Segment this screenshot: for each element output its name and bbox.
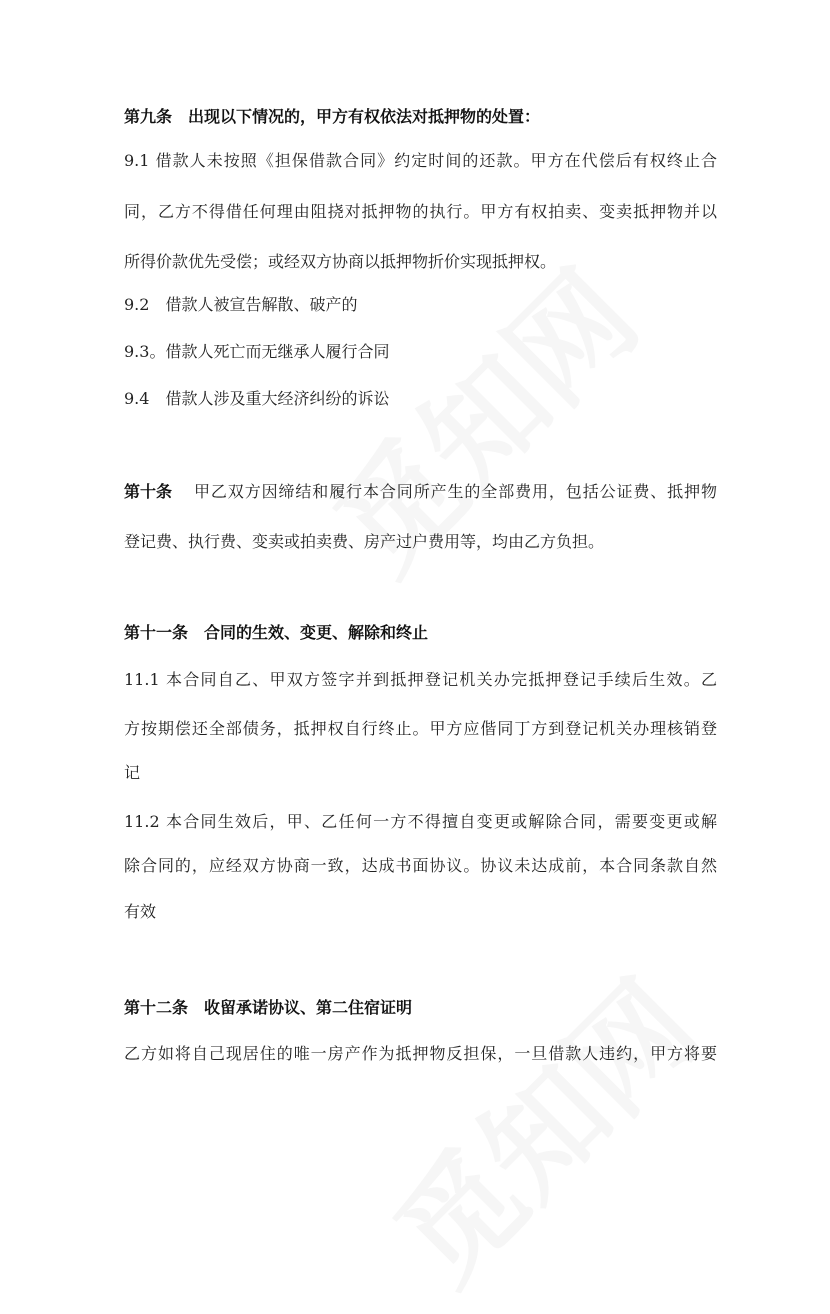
clause-9-3: 9.3。借款人死亡而无继承人履行合同	[124, 342, 390, 361]
clause-9-1-line: 所得价款优先受偿；或经双方协商以抵押物折价实现抵押权。	[124, 252, 557, 271]
clause-9-4: 9.4 借款人涉及重大经济纠纷的诉讼	[124, 389, 390, 408]
watermark	[352, 938, 728, 1314]
clause-9-1-line: 9.1 借款人未按照《担保借款合同》约定时间的还款。甲方在代偿后有权终止合	[124, 151, 717, 170]
article-10-text: 甲乙双方因缔结和履行本合同所产生的全部费用，包括公证费、抵押物	[194, 482, 717, 501]
article-12-heading: 第十二条 收留承诺协议、第二住宿证明	[124, 998, 413, 1017]
clause-11-1-line: 记	[124, 763, 141, 782]
article-10-heading: 第十条	[124, 482, 173, 501]
article-12-text: 乙方如将自己现居住的唯一房产作为抵押物反担保，一旦借款人违约，甲方将要	[124, 1044, 717, 1063]
clause-11-1-line: 11.1 本合同自乙、甲双方签字并到抵押登记机关办完抵押登记手续后生效。乙	[124, 670, 717, 689]
clause-9-2: 9.2 借款人被宣告解散、破产的	[124, 295, 358, 314]
clause-11-1-line: 方按期偿还全部债务，抵押权自行终止。甲方应偕同丁方到登记机关办理核销登	[124, 719, 717, 738]
article-11-heading: 第十一条 合同的生效、变更、解除和终止	[124, 623, 429, 642]
clause-11-2-line: 有效	[124, 902, 157, 921]
clause-11-2-line: 11.2 本合同生效后，甲、乙任何一方不得擅自变更或解除合同，需要变更或解	[124, 812, 717, 831]
clause-11-2-line: 除合同的，应经双方协商一致，达成书面协议。协议未达成前，本合同条款自然	[124, 856, 717, 875]
article-10-text: 登记费、执行费、变卖或拍卖费、房产过户费用等，均由乙方负担。	[124, 532, 605, 551]
article-9-heading: 第九条 出现以下情况的，甲方有权依法对抵押物的处置：	[124, 107, 541, 126]
clause-9-1-line: 同，乙方不得借任何理由阻挠对抵押物的执行。甲方有权拍卖、变卖抵押物并以	[124, 202, 717, 221]
